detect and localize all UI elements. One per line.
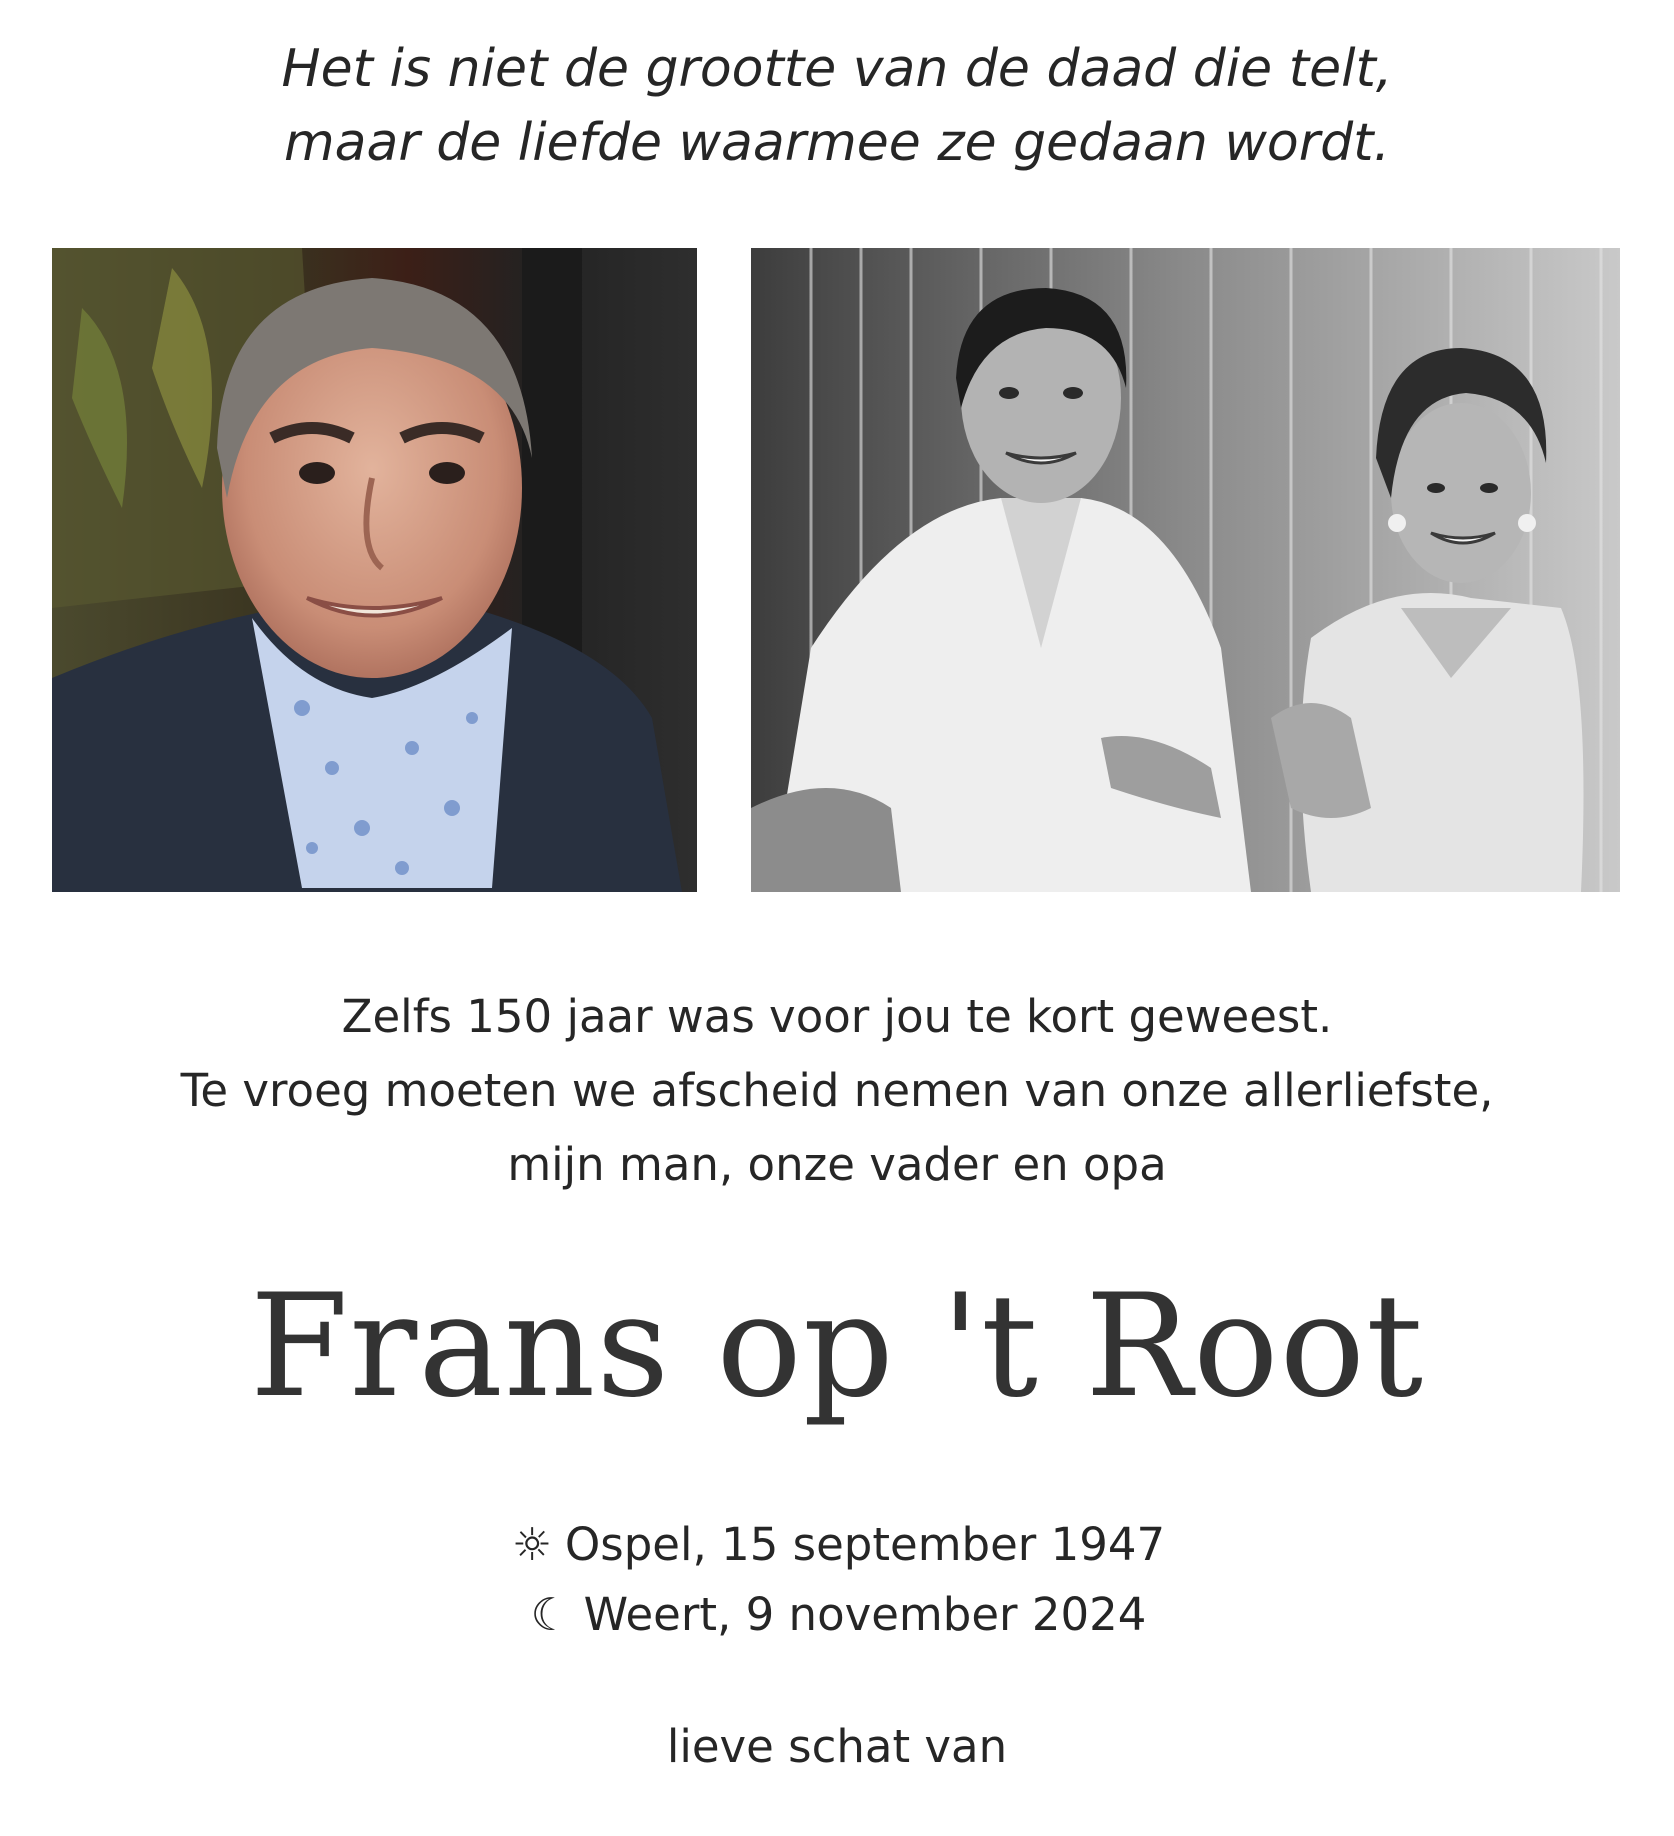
closing-text: lieve schat van xyxy=(666,1720,1008,1773)
intro-text xyxy=(0,980,1674,1202)
quote-line-2: maar de liefde waarmee ze gedaan wordt. xyxy=(283,113,1391,173)
opening-quote xyxy=(0,32,1674,180)
death-date-row xyxy=(0,1580,1674,1650)
death-date-text: Weert, 9 november 2024 xyxy=(583,1588,1147,1641)
birth-date-text: Ospel, 15 september 1947 xyxy=(564,1518,1166,1571)
life-dates xyxy=(0,1510,1674,1650)
intro-line-1: Zelfs 150 jaar was voor jou te kort geweest. xyxy=(341,990,1333,1043)
intro-line-3: mijn man, onze vader en opa xyxy=(507,1138,1167,1191)
sun-icon: ☼ xyxy=(511,1518,553,1571)
moon-icon: ☾ xyxy=(530,1588,571,1641)
deceased-name: Frans op 't Root xyxy=(249,1264,1425,1429)
couple-photo xyxy=(751,248,1620,892)
portrait-photo xyxy=(52,248,697,892)
birth-date-row xyxy=(0,1510,1674,1580)
couple-image xyxy=(751,248,1620,892)
quote-line-1: Het is niet de grootte van de daad die telt, xyxy=(281,39,1393,99)
intro-line-2: Te vroeg moeten we afscheid nemen van onze allerliefste, xyxy=(180,1064,1494,1117)
portrait-image xyxy=(52,248,697,892)
